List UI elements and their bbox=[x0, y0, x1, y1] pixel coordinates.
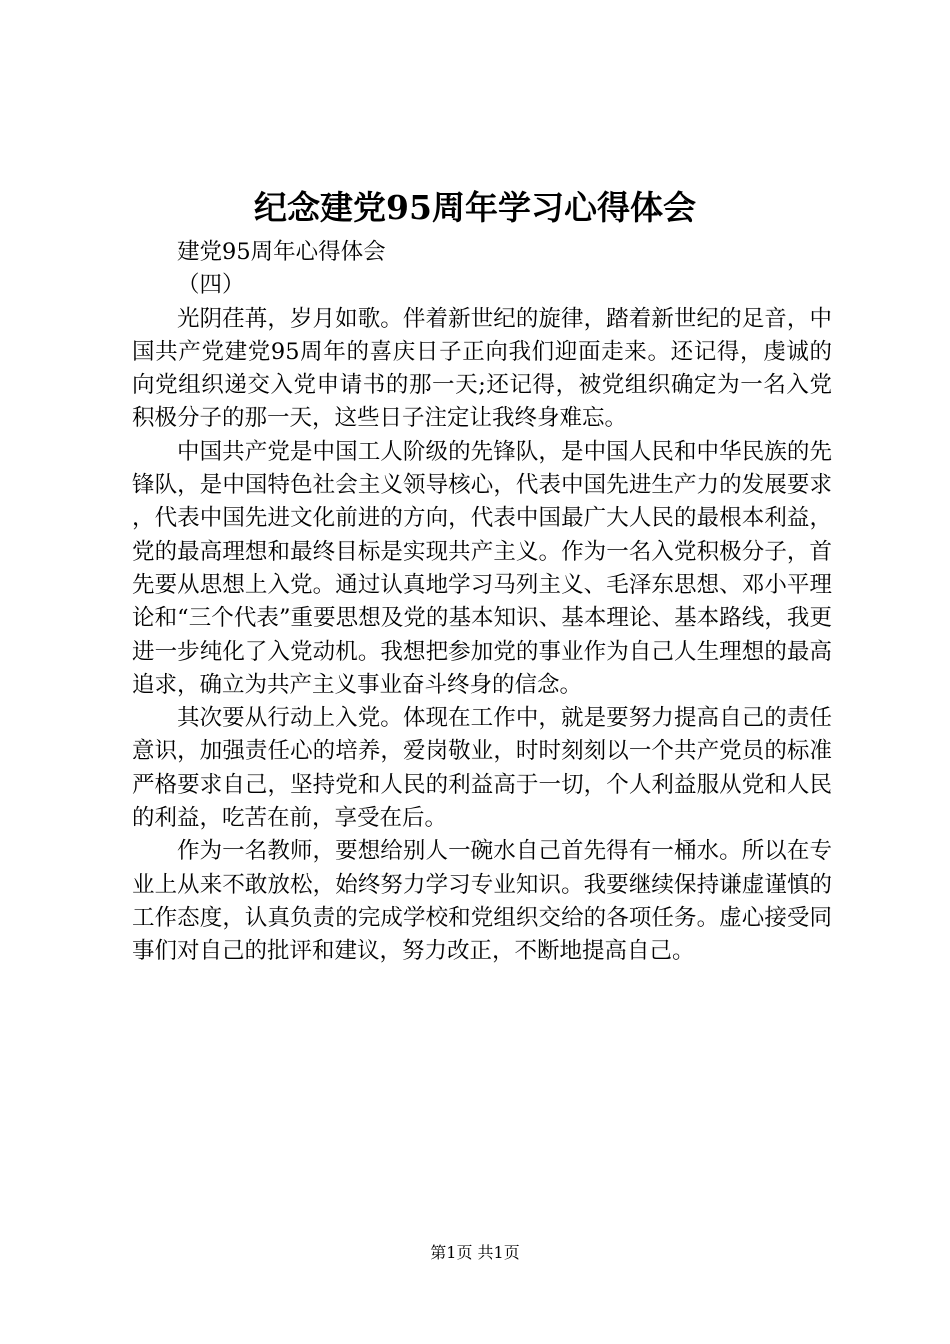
document-title: 纪念建党95周年学习心得体会 bbox=[254, 188, 696, 227]
paragraph-3: 其次要从行动上入党。体现在工作中，就是要努力提高自己的责任意识，加强责任心的培养，爱岗敬业，时时刻刻以一个共产党员的标准严格要求自己，坚持党和人民的利益高于一切，个人利益服从党和人民的利益，吃苦在前，享受在后。 bbox=[132, 705, 832, 832]
document-subtitle: 建党95周年心得体会 bbox=[177, 239, 386, 265]
paragraph-1: 光阴荏苒，岁月如歌。伴着新世纪的旋律，踏着新世纪的足音，中国共产党建党95周年的喜庆日子正向我们迎面走来。还记得，虔诚的向党组织递交入党申请书的那一天;还记得，被党组织确定为一名入党积极分子的那一天，这些日子注定让我终身难忘。 bbox=[132, 305, 832, 432]
document-body bbox=[132, 236, 832, 969]
page-footer: 第1页 共1页 bbox=[430, 1243, 520, 1262]
paragraph-4: 作为一名教师，要想给别人一碗水自己首先得有一桶水。所以在专业上从来不敢放松，始终努力学习专业知识。我要继续保持谦虚谨慎的工作态度，认真负责的完成学校和党组织交给的各项任务。虚心接受同事们对自己的批评和建议，努力改正，不断地提高自己。 bbox=[132, 838, 832, 965]
paragraph-2: 中国共产党是中国工人阶级的先锋队，是中国人民和中华民族的先锋队，是中国特色社会主义领导核心，代表中国先进生产力的发展要求，代表中国先进文化前进的方向，代表中国最广大人民的最根本利益，党的最高理想和最终目标是实现共产主义。作为一名入党积极分子，首先要从思想上入党。通过认真地学习马列主义、毛泽东思想、邓小平理论和“三个代表”重要思想及党的基本知识、基本理论、基本路线，我更进一步纯化了入党动机。我想把参加党的事业作为自己人生理想的最高追求，确立为共产主义事业奋斗终身的信念。 bbox=[132, 438, 832, 698]
section-number: （四） bbox=[177, 272, 245, 299]
